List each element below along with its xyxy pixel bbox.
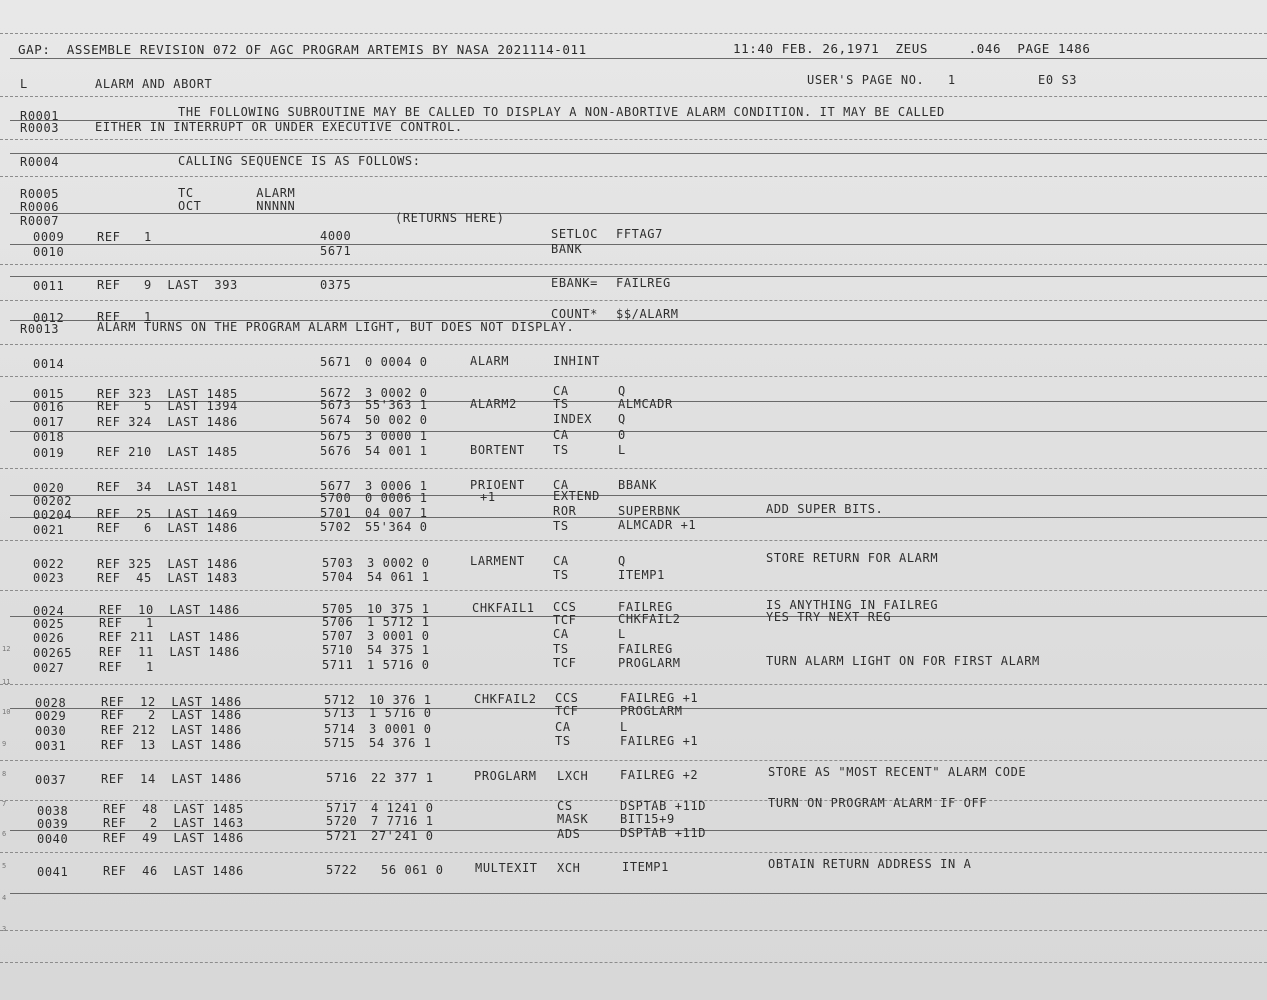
paper-rule [0,344,1267,345]
opcode-column: TS [553,568,569,582]
ref-column: REF 34 LAST 1481 [97,480,238,494]
address-column: 5707 [322,629,354,643]
octal-word-column: 3 0001 0 [367,629,430,643]
ref-column: REF 1 [99,616,154,630]
line-number: 0038 [37,804,69,818]
line-number: 0039 [37,817,69,831]
label-column: PROGLARM [474,769,537,783]
operand-column: L [618,443,626,457]
remark-text: OCT NNNNN [178,199,296,213]
line-number: 0024 [33,604,65,618]
form-line [10,58,1267,59]
opcode-column: BANK [551,242,583,256]
operand-column: PROGLARM [618,656,681,670]
address-column: 5703 [322,556,354,570]
opcode-column: TCF [553,656,577,670]
ref-column: REF 11 LAST 1486 [99,645,240,659]
address-column: 5721 [326,829,358,843]
line-number: R0001 [20,109,60,123]
opcode-column: SETLOC [551,227,598,241]
operand-column: FAILREG [616,276,671,290]
octal-word-column: 3 0006 1 [365,479,428,493]
line-number: 00202 [33,494,73,508]
line-number: 0023 [33,571,65,585]
opcode-column: ROR [553,504,577,518]
form-line [10,213,1267,214]
address-column: 5674 [320,413,352,427]
label-column: CHKFAIL2 [474,692,537,706]
opcode-column: CA [555,720,571,734]
line-number: 0022 [33,557,65,571]
address-column: 5702 [320,520,352,534]
operand-column: ITEMP1 [618,568,665,582]
section-letter: L [20,77,28,91]
octal-word-column: 54 376 1 [369,736,432,750]
operand-column: Q [618,554,626,568]
comment-column: OBTAIN RETURN ADDRESS IN A [768,857,972,871]
users-page-number: USER'S PAGE NO. 1 [807,73,956,87]
opcode-column: CA [553,384,569,398]
operand-column: BIT15+9 [620,812,675,826]
ref-column: REF 5 LAST 1394 [97,399,238,413]
octal-word-column: 1 5712 1 [367,615,430,629]
line-number: 0012 [33,311,65,325]
opcode-column: TS [555,734,571,748]
ref-column: REF 25 LAST 1469 [97,507,238,521]
octal-word-column: 1 5716 0 [369,706,432,720]
margin-mark: 8 [2,770,7,778]
opcode-column: COUNT* [551,307,598,321]
margin-mark: 6 [2,830,7,838]
line-number: R0006 [20,200,60,214]
line-number: 0011 [33,279,65,293]
paper-rule [0,96,1267,97]
operand-column: DSPTAB +11D [620,826,707,840]
comment-column: TURN ON PROGRAM ALARM IF OFF [768,796,988,810]
ref-column: REF 212 LAST 1486 [101,723,242,737]
comment-column: TURN ALARM LIGHT ON FOR FIRST ALARM [766,654,1040,668]
header-timestamp: 11:40 FEB. 26,1971 ZEUS .046 PAGE 1486 [733,41,1091,56]
paper-rule [0,684,1267,685]
ref-column: REF 210 LAST 1485 [97,445,238,459]
line-number: 0016 [33,400,65,414]
opcode-column: TS [553,397,569,411]
label-column: +1 [480,490,496,504]
ref-column: REF 324 LAST 1486 [97,415,238,429]
line-number: 0018 [33,430,65,444]
page-tag: E0 S3 [1038,73,1078,87]
operand-column: ALMCADR +1 [618,518,697,532]
line-number: 0021 [33,523,65,537]
operand-column: ITEMP1 [622,860,669,874]
octal-word-column: 54 375 1 [367,643,430,657]
remark-text: (RETURNS HERE) [395,211,505,225]
octal-word-column: 56 061 0 [381,863,444,877]
line-number: 0010 [33,245,65,259]
opcode-column: LXCH [557,769,589,783]
paper-rule [0,300,1267,301]
paper-rule [0,760,1267,761]
line-number: 0030 [35,724,67,738]
ref-column: REF 325 LAST 1486 [97,557,238,571]
operand-column: 0 [618,428,626,442]
header-assembly-line: GAP: ASSEMBLE REVISION 072 OF AGC PROGRAM ARTEMIS BY NASA 2021114-011 [18,42,587,57]
octal-word-column: 1 5716 0 [367,658,430,672]
ref-column: REF 2 LAST 1486 [101,708,242,722]
opcode-column: ADS [557,827,581,841]
octal-word-column: 54 001 1 [365,444,428,458]
line-number: 0029 [35,709,67,723]
line-number: 0027 [33,661,65,675]
line-number: R0005 [20,187,60,201]
line-number: R0013 [20,322,60,336]
opcode-column: INDEX [553,412,593,426]
address-column: 5675 [320,429,352,443]
line-number: 0028 [35,696,67,710]
line-number: 0025 [33,617,65,631]
ref-column: REF 48 LAST 1485 [103,802,244,816]
address-column: 5671 [320,355,352,369]
octal-word-column: 0 0004 0 [365,355,428,369]
address-column: 5712 [324,693,356,707]
ref-column: REF 14 LAST 1486 [101,772,242,786]
operand-column: DSPTAB +11D [620,799,707,813]
address-column: 5672 [320,386,352,400]
label-column: BORTENT [470,443,525,457]
address-column: 5700 [320,491,352,505]
paper-rule [0,962,1267,963]
form-line [10,893,1267,894]
octal-word-column: 27'241 0 [371,829,434,843]
paper-rule [0,852,1267,853]
paper-rule [0,930,1267,931]
address-column: 5713 [324,706,356,720]
ref-column: REF 1 [99,660,154,674]
remark-text: TC ALARM [178,186,296,200]
margin-mark: 11 [2,678,11,686]
form-line [10,244,1267,245]
address-column: 5677 [320,479,352,493]
remark-text: EITHER IN INTERRUPT OR UNDER EXECUTIVE CONTROL. [95,120,463,134]
ref-column: REF 46 LAST 1486 [103,864,244,878]
address-column: 5710 [322,643,354,657]
address-column: 5671 [320,244,352,258]
octal-word-column: 22 377 1 [371,771,434,785]
paper-rule [0,376,1267,377]
line-number: 0014 [33,357,65,371]
address-column: 4000 [320,229,352,243]
operand-column: FAILREG +1 [620,734,699,748]
opcode-column: CA [553,554,569,568]
octal-word-column: 3 0002 0 [365,386,428,400]
opcode-column: INHINT [553,354,600,368]
octal-word-column: 50 002 0 [365,413,428,427]
margin-mark: 4 [2,894,7,902]
label-column: PRIOENT [470,478,525,492]
operand-column: $$/ALARM [616,307,679,321]
paper-rule [0,590,1267,591]
operand-column: FAILREG +2 [620,768,699,782]
operand-column: CHKFAIL2 [618,612,681,626]
operand-column: L [620,720,628,734]
label-column: MULTEXIT [475,861,538,875]
comment-column: STORE AS "MOST RECENT" ALARM CODE [768,765,1027,779]
operand-column: SUPERBNK [618,504,681,518]
comment-column: ADD SUPER BITS. [766,502,884,516]
operand-column: L [618,627,626,641]
octal-word-column: 54 061 1 [367,570,430,584]
opcode-column: EBANK= [551,276,598,290]
line-number: 0040 [37,832,69,846]
line-number: 0015 [33,387,65,401]
line-number: 00265 [33,646,73,660]
operand-column: FAILREG [618,642,673,656]
margin-mark: 7 [2,800,7,808]
octal-word-column: 7 7716 1 [371,814,434,828]
ref-column: REF 13 LAST 1486 [101,738,242,752]
ref-column: REF 10 LAST 1486 [99,603,240,617]
operand-column: PROGLARM [620,704,683,718]
line-number: 0026 [33,631,65,645]
octal-word-column: 55'363 1 [365,398,428,412]
opcode-column: TCF [553,613,577,627]
paper-rule [0,176,1267,177]
operand-column: ALMCADR [618,397,673,411]
octal-word-column: 10 376 1 [369,693,432,707]
ref-column: REF 12 LAST 1486 [101,695,242,709]
form-line [10,495,1267,496]
margin-mark: 3 [2,925,7,933]
opcode-column: EXTEND [553,489,600,503]
ref-column: REF 1 [97,310,152,324]
address-column: 5714 [324,722,356,736]
ref-column: REF 323 LAST 1485 [97,387,238,401]
opcode-column: CCS [555,691,579,705]
line-number: 0020 [33,481,65,495]
line-number: 00204 [33,508,73,522]
paper-rule [0,139,1267,140]
octal-word-column: 10 375 1 [367,602,430,616]
ref-column: REF 6 LAST 1486 [97,521,238,535]
address-column: 5673 [320,398,352,412]
paper-rule [0,264,1267,265]
form-line [10,431,1267,432]
line-number: R0003 [20,121,60,135]
address-column: 5676 [320,444,352,458]
page-title: ALARM AND ABORT [95,77,213,91]
label-column: ALARM [470,354,510,368]
operand-column: FAILREG [618,600,673,614]
ref-column: REF 211 LAST 1486 [99,630,240,644]
address-column: 5717 [326,801,358,815]
opcode-column: TCF [555,704,579,718]
margin-mark: 9 [2,740,7,748]
remark-text: CALLING SEQUENCE IS AS FOLLOWS: [178,154,421,168]
address-column: 5706 [322,615,354,629]
label-column: CHKFAIL1 [472,601,535,615]
octal-word-column: 4 1241 0 [371,801,434,815]
opcode-column: MASK [557,812,589,826]
line-number: R0007 [20,214,60,228]
octal-word-column: 3 0002 0 [367,556,430,570]
operand-column: FAILREG +1 [620,691,699,705]
opcode-column: CS [557,799,573,813]
opcode-column: CCS [553,600,577,614]
line-number: R0004 [20,155,60,169]
opcode-column: XCH [557,861,581,875]
ref-column: REF 45 LAST 1483 [97,571,238,585]
line-number: 0031 [35,739,67,753]
ref-column: REF 2 LAST 1463 [103,816,244,830]
operand-column: FFTAG7 [616,227,663,241]
remark-text: ALARM TURNS ON THE PROGRAM ALARM LIGHT, BUT DOES NOT DISPLAY. [97,320,575,334]
comment-column: YES TRY NEXT REG [766,610,892,624]
opcode-column: CA [553,627,569,641]
octal-word-column: 04 007 1 [365,506,428,520]
address-column: 5722 [326,863,358,877]
paper-rule [0,468,1267,469]
address-column: 5704 [322,570,354,584]
octal-word-column: 0 0006 1 [365,491,428,505]
address-column: 5705 [322,602,354,616]
opcode-column: TS [553,642,569,656]
opcode-column: TS [553,519,569,533]
address-column: 5720 [326,814,358,828]
paper-rule [0,33,1267,34]
line-number: 0009 [33,230,65,244]
paper-rule [0,540,1267,541]
margin-mark: 12 [2,645,11,653]
ref-column: REF 49 LAST 1486 [103,831,244,845]
address-column: 0375 [320,278,352,292]
label-column: LARMENT [470,554,525,568]
opcode-column: CA [553,428,569,442]
line-number: 0017 [33,415,65,429]
margin-mark: 10 [2,708,11,716]
octal-word-column: 3 0000 1 [365,429,428,443]
ref-column: REF 1 [97,230,152,244]
address-column: 5701 [320,506,352,520]
line-number: 0037 [35,773,67,787]
octal-word-column: 3 0001 0 [369,722,432,736]
opcode-column: TS [553,443,569,457]
comment-column: IS ANYTHING IN FAILREG [766,598,939,612]
opcode-column: CA [553,478,569,492]
address-column: 5711 [322,658,354,672]
line-number: 0019 [33,446,65,460]
operand-column: Q [618,384,626,398]
operand-column: Q [618,412,626,426]
address-column: 5716 [326,771,358,785]
margin-mark: 5 [2,862,7,870]
operand-column: BBANK [618,478,658,492]
label-column: ALARM2 [470,397,517,411]
comment-column: STORE RETURN FOR ALARM [766,551,939,565]
address-column: 5715 [324,736,356,750]
octal-word-column: 55'364 0 [365,520,428,534]
ref-column: REF 9 LAST 393 [97,278,238,292]
remark-text: THE FOLLOWING SUBROUTINE MAY BE CALLED TO DISPLAY A NON-ABORTIVE ALARM CONDITION. IT MAY BE CALLED [178,105,945,119]
line-number: 0041 [37,865,69,879]
